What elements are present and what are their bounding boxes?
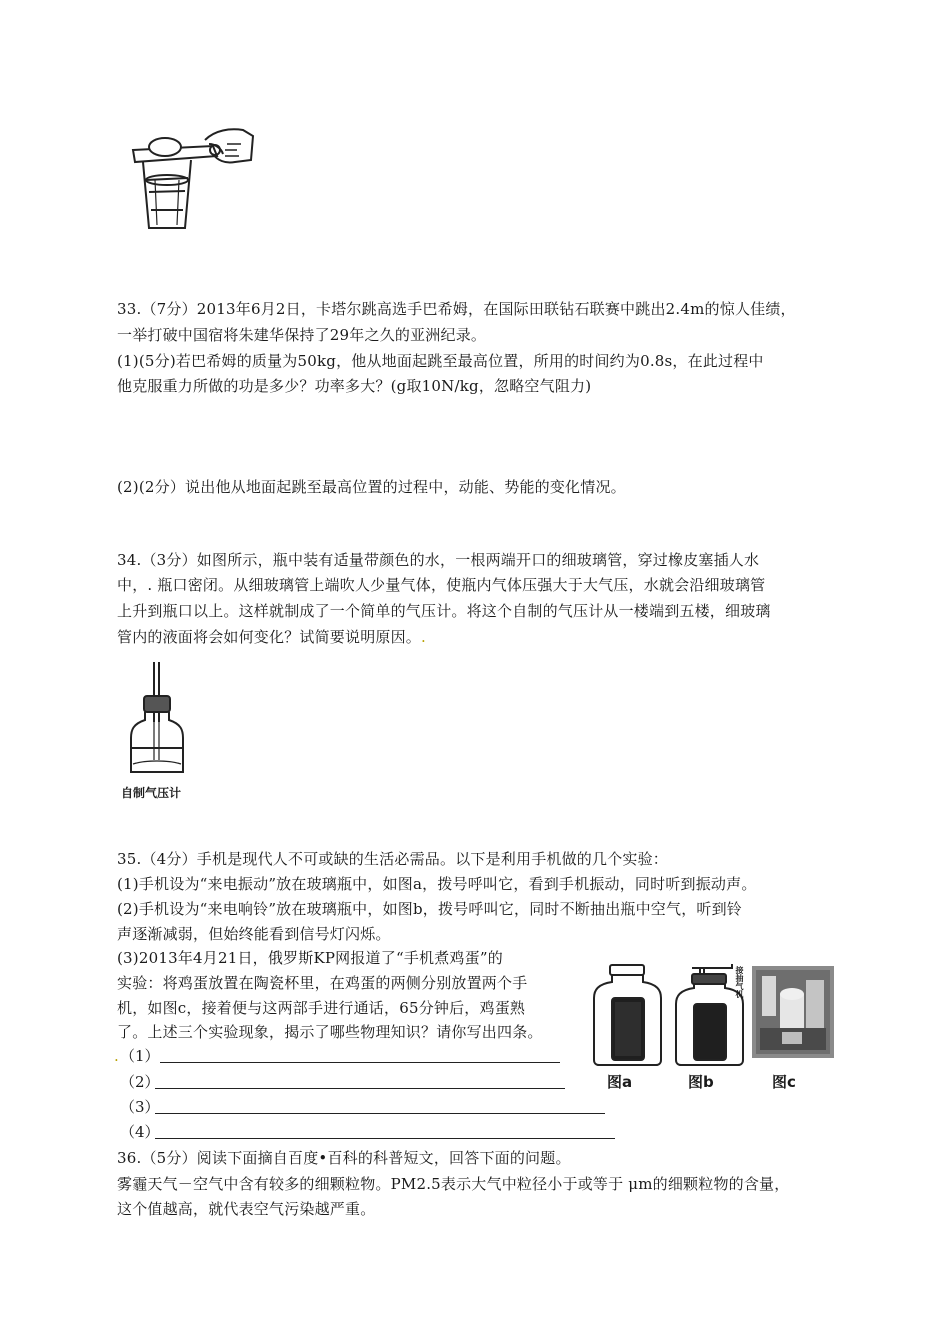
answer-blank-4[interactable]: [155, 1138, 615, 1139]
barometer-caption: 自制气压计: [121, 786, 182, 800]
q35-line-8: 了。上述三个实验现象，揭示了哪些物理知识？请你写出四条。: [117, 1023, 543, 1041]
q34-line-3: 上升到瓶口以上。这样就制成了一个简单的气压计。将这个自制的气压计从一楼端到五楼，细玻璃: [117, 602, 771, 620]
q35-line-6: 实验：将鸡蛋放置在陶瓷杯里，在鸡蛋的两侧分别放置两个手: [117, 974, 528, 992]
q33-line-2: 一举打破中国宿将朱建华保持了29年之久的亚洲纪录。: [117, 326, 487, 344]
q34-line-1: 34.（3分）如图所示，瓶中装有适量带颜色的水，一根两端开口的细玻璃管，穿过橡皮塞插人水: [117, 551, 760, 569]
q34-line-4: 管内的液面将会如何变化？试简要说明原因。.: [117, 628, 426, 646]
figure-c-photo: [752, 966, 834, 1058]
figure-c-label: 图c: [772, 1073, 796, 1091]
q34-line-2: 中，. 瓶口密闭。从细玻璃管上端吹人少量气体，使瓶内气体压强大于大气压，水就会沿细玻璃管: [117, 576, 766, 594]
cup-experiment-figure: [125, 120, 260, 238]
answer-blank-2[interactable]: [155, 1088, 565, 1089]
blank-label-3: （3）: [120, 1098, 160, 1116]
q33-line-1: 33.（7分）2013年6月2日，卡塔尔跳高选手巴希姆，在国际田联钻石联赛中跳出2.4m的惊人佳绩，: [117, 300, 796, 318]
figure-a-bottle: [590, 962, 665, 1067]
q33-part2: (2)(2分）说出他从地面起跳至最高位置的过程中，动能、势能的变化情况。: [117, 478, 626, 496]
barometer-figure: [125, 660, 195, 780]
answer-blank-3[interactable]: [155, 1113, 605, 1114]
blank-label-2: （2）: [120, 1073, 160, 1091]
q35-line-4: 声逐渐减弱，但始终能看到信号灯闪烁。: [117, 925, 391, 943]
q35-line-5: (3)2013年4月21日，俄罗斯KP网报道了“手机煮鸡蛋”的: [117, 949, 503, 967]
q33-part1-line-2: 他克服重力所做的功是多少？功率多大？(g取10N/kg，忽略空气阻力): [117, 377, 592, 395]
answer-blank-1[interactable]: [160, 1062, 560, 1063]
q35-line-3: (2)手机设为“来电响铃”放在玻璃瓶中，如图b，拨号呼叫它，同时不断抽出瓶中空气，听到铃: [117, 900, 742, 918]
figure-b-label: 图b: [688, 1073, 714, 1091]
q36-line-1: 36.（5分）阅读下面摘自百度•百科的科普短文，回答下面的问题。: [117, 1149, 571, 1167]
q35-line-2: (1)手机设为“来电振动”放在玻璃瓶中，如图a，拨号呼叫它，看到手机振动，同时听到振动声。: [117, 875, 757, 893]
q35-line-7: 机，如图c，接着便与这两部手进行通话，65分钟后，鸡蛋熟: [117, 999, 526, 1017]
figure-a-label: 图a: [607, 1073, 633, 1091]
q35-line-1: 35.（4分）手机是现代人不可或缺的生活必需品。以下是利用手机做的几个实验：: [117, 850, 669, 868]
q36-line-3: 这个值越高，就代表空气污染越严重。: [117, 1200, 376, 1218]
blank-dot: .: [114, 1047, 119, 1065]
q33-part1-line-1: (1)(5分)若巴希姆的质量为50kg，他从地面起跳至最高位置，所用的时间约为0.8s，在此过程中: [117, 352, 764, 370]
figure-b-note: 接抽气机: [735, 966, 744, 998]
q36-line-2: 雾霾天气－空气中含有较多的细颗粒物。PM2.5表示大气中粒径小于或等于 μm的细颗粒物的含量，: [117, 1175, 790, 1193]
blank-label-1: （1）: [120, 1047, 160, 1065]
blank-label-4: （4）: [120, 1123, 160, 1141]
